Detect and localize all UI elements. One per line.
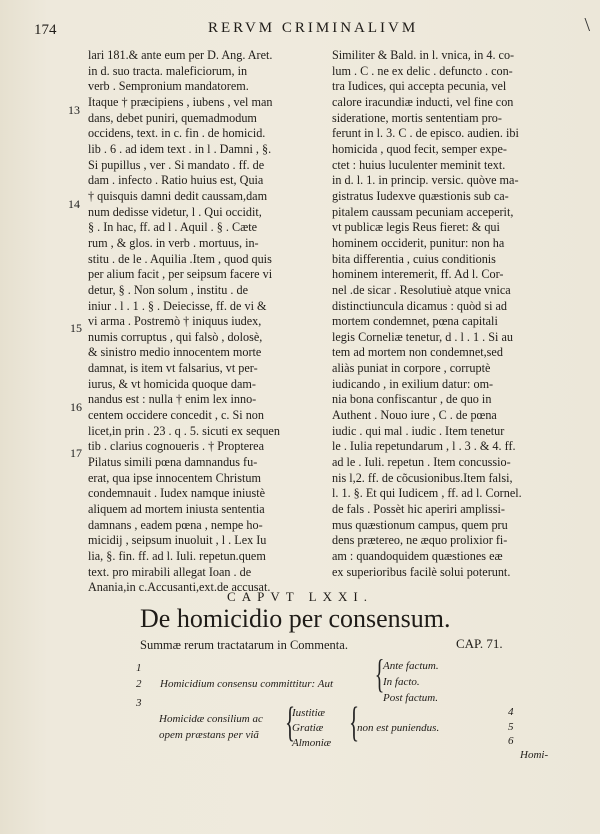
text-line: legis Corneliæ tenetur, d . l . 1 . Si au <box>332 329 513 344</box>
text-line: dens prætereo, ne æquo prolixior fi- <box>332 533 508 548</box>
summary-entry: Almoniæ <box>292 737 332 749</box>
text-line: calore iracundiæ inducti, vel fine con <box>332 94 514 109</box>
chapter-title: De homicidio per consensum. <box>140 604 451 633</box>
text-line: micidij , seipsum inuoluit , l . Lex Iu <box>88 533 267 548</box>
corner-mark: \ <box>584 14 590 36</box>
summary-heading: Summæ rerum tractatarum in Commenta. <box>140 638 348 652</box>
left-column <box>88 48 330 596</box>
text-line: Si pupillus , ver . Si mandato . ff. de <box>88 157 265 172</box>
text-line: rum , & glos. in verb . mortuus, in- <box>88 235 259 250</box>
text-line: tib . clarius cognoueris . † Propterea <box>88 439 264 454</box>
text-line: iudic . qui mal . iudic . Item tenetur <box>332 423 505 438</box>
summary-chapter-number: CAP. 71. <box>456 636 503 651</box>
summary-entry: Homicidæ consilium ac <box>159 713 263 725</box>
text-line: gistratus Iudexve quæstionis sub ca- <box>332 188 509 203</box>
text-line: licet,in prin . 23 . q . 5. sicuti ex sequen <box>88 423 280 438</box>
text-line: hominem occiderit, punitur: non ha <box>332 235 505 250</box>
chapter-label: CAPVT LXXI. <box>227 589 373 604</box>
text-line: erat, qua ipse innocentem Christum <box>88 470 261 485</box>
catchword: Homi- <box>520 749 549 761</box>
brace-icon: { <box>349 700 360 746</box>
text-line: vi arma . Postremò † iniquus iudex, <box>88 314 262 329</box>
text-line: damnat, is item vt falsarius, vt per- <box>88 361 258 376</box>
text-line: iudicando , in exilium datur: om- <box>332 376 494 391</box>
text-line: Authent . Nouo iure , C . de pœna <box>332 408 497 423</box>
text-line: bita differentia , cuius conditionis <box>332 251 496 266</box>
summary-entry: Post factum. <box>383 692 438 704</box>
text-line: dam . infecto . Ratio huius est, Quia <box>88 173 264 188</box>
text-line: condemnauit . Iudex namque iniustè <box>88 486 266 501</box>
text-line: ferunt in l. 3. C . de episco. audien. ibi <box>332 126 519 141</box>
text-line: Similiter & Bald. in l. vnica, in 4. co- <box>332 48 515 62</box>
summary-entry: Ante factum. <box>383 660 439 672</box>
summary-entry: Gratiæ <box>292 722 324 734</box>
summary-number: 6 <box>508 735 514 747</box>
text-line: lum . C . ne ex delic . defuncto . con- <box>332 63 513 78</box>
text-line: Itaque † præcipiens , iubens , vel man <box>88 94 273 109</box>
margin-number: 17 <box>70 446 82 460</box>
text-line: iniur . l . 1 . § . Deiecisse, ff. de vi & <box>88 298 267 313</box>
text-line: & sinistro medio innocentem morte <box>88 345 262 360</box>
text-line: numis corruptus , qui falsò , dolosè, <box>88 329 263 344</box>
text-line: tra Iudices, qui accepta pecunia, vel <box>332 79 507 94</box>
summary-number: 4 <box>508 706 514 718</box>
text-line: nandus est : nulla † enim lex inno- <box>88 392 257 407</box>
text-line: aliquem ad mortem iniusta sententia <box>88 502 265 517</box>
text-line: damnans , eadem pœna , nempe ho- <box>88 517 263 532</box>
text-line: † quisquis damni dedit caussam,dam <box>88 188 268 203</box>
text-line: lari 181.& ante eum per D. Ang. Aret. <box>88 48 273 62</box>
text-line: Pilatus simili pœna damnandus fu- <box>88 455 258 470</box>
text-line: homicida , quod fecit, semper expe- <box>332 141 507 156</box>
margin-number: 14 <box>68 197 80 211</box>
right-column <box>332 48 568 580</box>
margin-number: 16 <box>70 400 82 414</box>
text-line: nel .de sicar . Resolutiuè atque vnica <box>332 282 511 297</box>
text-line: pitalem caussam pecuniam acceperit, <box>332 204 514 219</box>
text-line: ex superioribus facilè solui poterunt. <box>332 564 511 579</box>
text-line: l. 1. §. Et qui Iudicem , ff. ad l. Cornel. <box>332 486 522 501</box>
summary-entry: Iustitiæ <box>292 707 326 719</box>
text-line: mortem condemnet, pœna capitali <box>332 314 498 329</box>
text-line: distinctiuncula dicamus : quòd si ad <box>332 298 507 313</box>
running-head: RERVM CRIMINALIVM <box>208 20 419 36</box>
margin-number: 13 <box>68 103 80 117</box>
text-line: hominem interemerit, ff. Ad l. Cor- <box>332 267 504 282</box>
text-line: tem ad mortem non condemnet,sed <box>332 345 503 360</box>
text-line: per alium facit , per seipsum facere vi <box>88 267 273 282</box>
brace-icon: { <box>285 700 296 746</box>
text-line: centem occidere concedit , c. Si non <box>88 408 264 423</box>
text-line: dans, debet puniri, quemadmodum <box>88 110 257 125</box>
text-line: le . Iulia repetundarum , l . 3 . & 4. ff. <box>332 439 516 454</box>
margin-number: 15 <box>70 321 82 335</box>
summary-number: 2 <box>136 678 142 690</box>
text-line: occidens, text. in c. fin . de homicid. <box>88 126 266 141</box>
text-line: in d. l. 1. in princip. versic. quòve ma- <box>332 173 519 188</box>
text-line: ad le . Iuli. repetun . Item concussio- <box>332 455 511 470</box>
summary-number: 1 <box>136 662 142 674</box>
text-line: am : quandoquidem quæstiones eæ <box>332 549 503 563</box>
text-line: ctet : huius luculenter meminit text. <box>332 157 506 172</box>
brace-icon: { <box>374 651 385 696</box>
text-line: nia bona confiscantur , de quo in <box>332 392 492 407</box>
text-line: num dedisse videtur, l . Qui occidit, <box>88 204 262 219</box>
summary-number: 5 <box>508 721 514 733</box>
summary-entry: Homicidium consensu committitur: Aut <box>160 678 334 690</box>
text-line: verb . Sempronium mandatorem. <box>88 79 249 94</box>
text-line: lia, §. fin. ff. ad l. Iuli. repetun.quem <box>88 549 266 563</box>
text-line: nis l,2. ff. de cõcusionibus.Item falsi, <box>332 470 513 485</box>
text-line: in d. suo tracta. maleficiorum, in <box>88 63 248 78</box>
text-line: mus quæstionum campus, quem pru <box>332 517 508 532</box>
text-line: stitu . de le . Aquilia .Item , quod quis <box>88 251 272 266</box>
summary-number: 3 <box>136 697 142 709</box>
page-number: 174 <box>34 22 57 38</box>
text-line: vt publicæ legis Reus fieret: & qui <box>332 220 500 235</box>
text-line: sideratione, mortis sententiam pro- <box>332 110 502 125</box>
text-line: iurus, & vt homicida quoque dam- <box>88 376 256 391</box>
text-line: § . In hac, ff. ad l . Aquil . § . Cæte <box>88 220 258 235</box>
summary-entry: In facto. <box>383 676 420 688</box>
text-line: lib . 6 . ad idem text . in l . Damni , §. <box>88 141 272 156</box>
text-line: text. pro mirabili allegat Ioan . de <box>88 564 252 579</box>
text-line: detur, § . Non solum , institu . de <box>88 282 248 297</box>
summary-entry: non est puniendus. <box>357 722 440 734</box>
text-line: Anania,in c.Accusanti,ext.de accusat. <box>88 580 271 595</box>
text-line: aliàs puniat in corpore , corruptè <box>332 361 491 376</box>
summary-entry: opem præstans per viã <box>159 729 259 741</box>
text-line: de fals . Possèt hic aperiri amplissi- <box>332 502 505 517</box>
